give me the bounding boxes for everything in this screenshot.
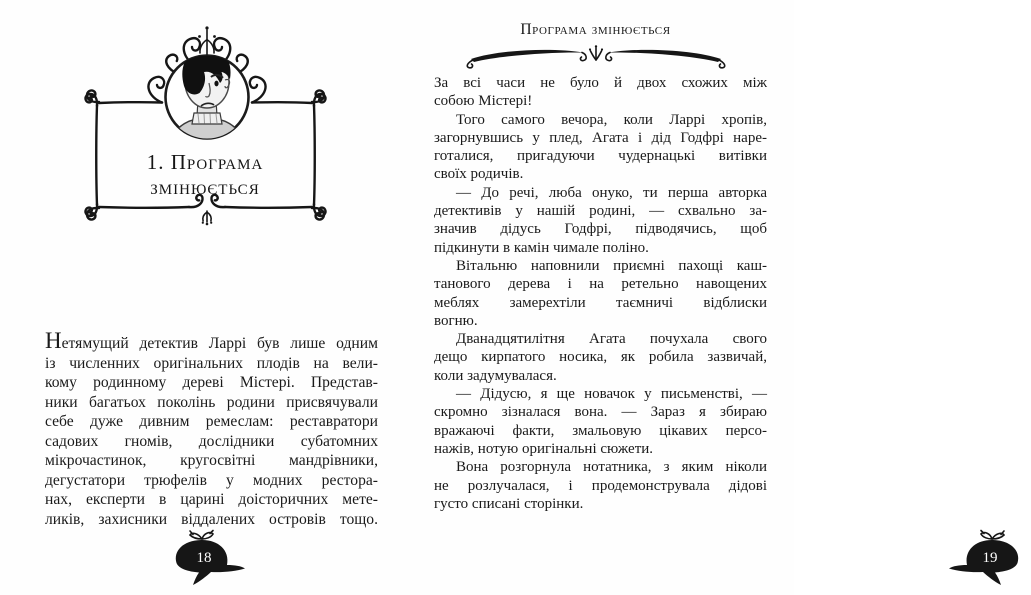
text-line: Нетямущий детектив Ларрі був лише одним <box>45 328 378 353</box>
running-header: Програма змінюється <box>520 21 671 38</box>
page-number: 18 <box>196 550 212 566</box>
text-line: густо списані сторінки. <box>434 495 584 512</box>
text-line: дегустатори трюфелів у модних рестора- <box>45 471 378 489</box>
text-line: дещо кирпатого носика, як робила зазвичай, <box>434 349 767 366</box>
page-left <box>0 0 397 595</box>
header-flourish-icon <box>461 42 731 70</box>
text-line: кому родинному дереві Містері. Представ- <box>45 374 378 391</box>
paragraph <box>45 329 378 529</box>
text-line: танового дерева і на ретельно навощених <box>434 276 767 293</box>
page-number-hat-icon <box>163 530 247 588</box>
text-line: не розлучалася, і продемонструвала дідові <box>434 477 767 494</box>
paragraph <box>434 184 767 257</box>
text-line: скромно зізналася вона. — Зараз я збираю <box>434 404 767 421</box>
initial-capital: Н <box>45 328 62 353</box>
text-line: За всі часи не було й двох схожих між <box>434 75 767 91</box>
text-line: Дванадцятилітня Агата почухала свого <box>456 331 767 348</box>
text-line: Вітальню наповнили приємні пахощі каш- <box>456 257 767 274</box>
text-line: Того самого вечора, коли Ларрі хропів, <box>456 111 767 128</box>
text-line: детективів у нашій родині, — схвально за- <box>434 203 767 220</box>
page-number: 19 <box>982 550 998 566</box>
paragraph <box>434 458 767 513</box>
text-line: підкинути в камін чимале поліно. <box>434 239 649 256</box>
text-line: загорнувшись у плед, Агата і дід Годфрі наре- <box>434 129 767 146</box>
left-page-body-text <box>45 329 378 529</box>
sprig-ornament <box>589 45 603 60</box>
text-line: із численних оригінальних плодів на вели- <box>45 354 378 372</box>
text-line: — До речі, люба онуко, ти перша авторка <box>456 184 767 201</box>
chapter-frame-ornament <box>58 22 358 247</box>
text-line: себе дуже дивним ремеслам: реставратори <box>45 413 378 430</box>
page-number-hat-icon <box>947 530 1031 588</box>
text-line: нажів, нотую оригінальні сюжети. <box>434 440 654 457</box>
right-page-body-text <box>434 74 767 513</box>
chapter-title <box>40 150 370 200</box>
chapter-title-line1: 1. Програма <box>146 150 264 174</box>
paragraph <box>434 257 767 330</box>
text-line: садових гномів, дослідники субатомних <box>45 432 378 450</box>
text-line: ники багатьох поколінь родини присвячували <box>45 393 378 411</box>
text-line: мікрочастинок, кругосвітні мандрівники, <box>45 452 378 469</box>
text-line: готалися, пригадуючи чудернацькі витівки <box>434 148 767 165</box>
text-line: коли задумувалася. <box>434 367 557 384</box>
text-line: вражаючі факти, змальовую цікавих персо- <box>434 422 767 439</box>
text-line: Вона розгорнула нотатника, з яким ніколи <box>456 459 767 476</box>
paragraph <box>434 111 767 184</box>
text-line: меблях замерехтіли таємничі відблиски <box>434 294 767 311</box>
paragraph <box>434 74 767 111</box>
text-line: собою Містері! <box>434 93 533 110</box>
text-line: своїх родичів. <box>434 166 524 183</box>
text-line: ликів, захисники віддалених островів тощо. <box>45 510 378 528</box>
text-line: нах, експерти в царині доісторичних мете- <box>45 491 378 508</box>
chapter-title-line2: змінюється <box>150 175 260 199</box>
text-line: значив дідусь Годфрі, підводячись, щоб <box>434 221 767 238</box>
paragraph <box>434 385 767 458</box>
page-right <box>397 0 998 595</box>
text-line: вогню. <box>434 312 478 329</box>
text-line: — Дідусю, я ще новачок у письменстві, — <box>456 386 767 403</box>
paragraph <box>434 330 767 385</box>
